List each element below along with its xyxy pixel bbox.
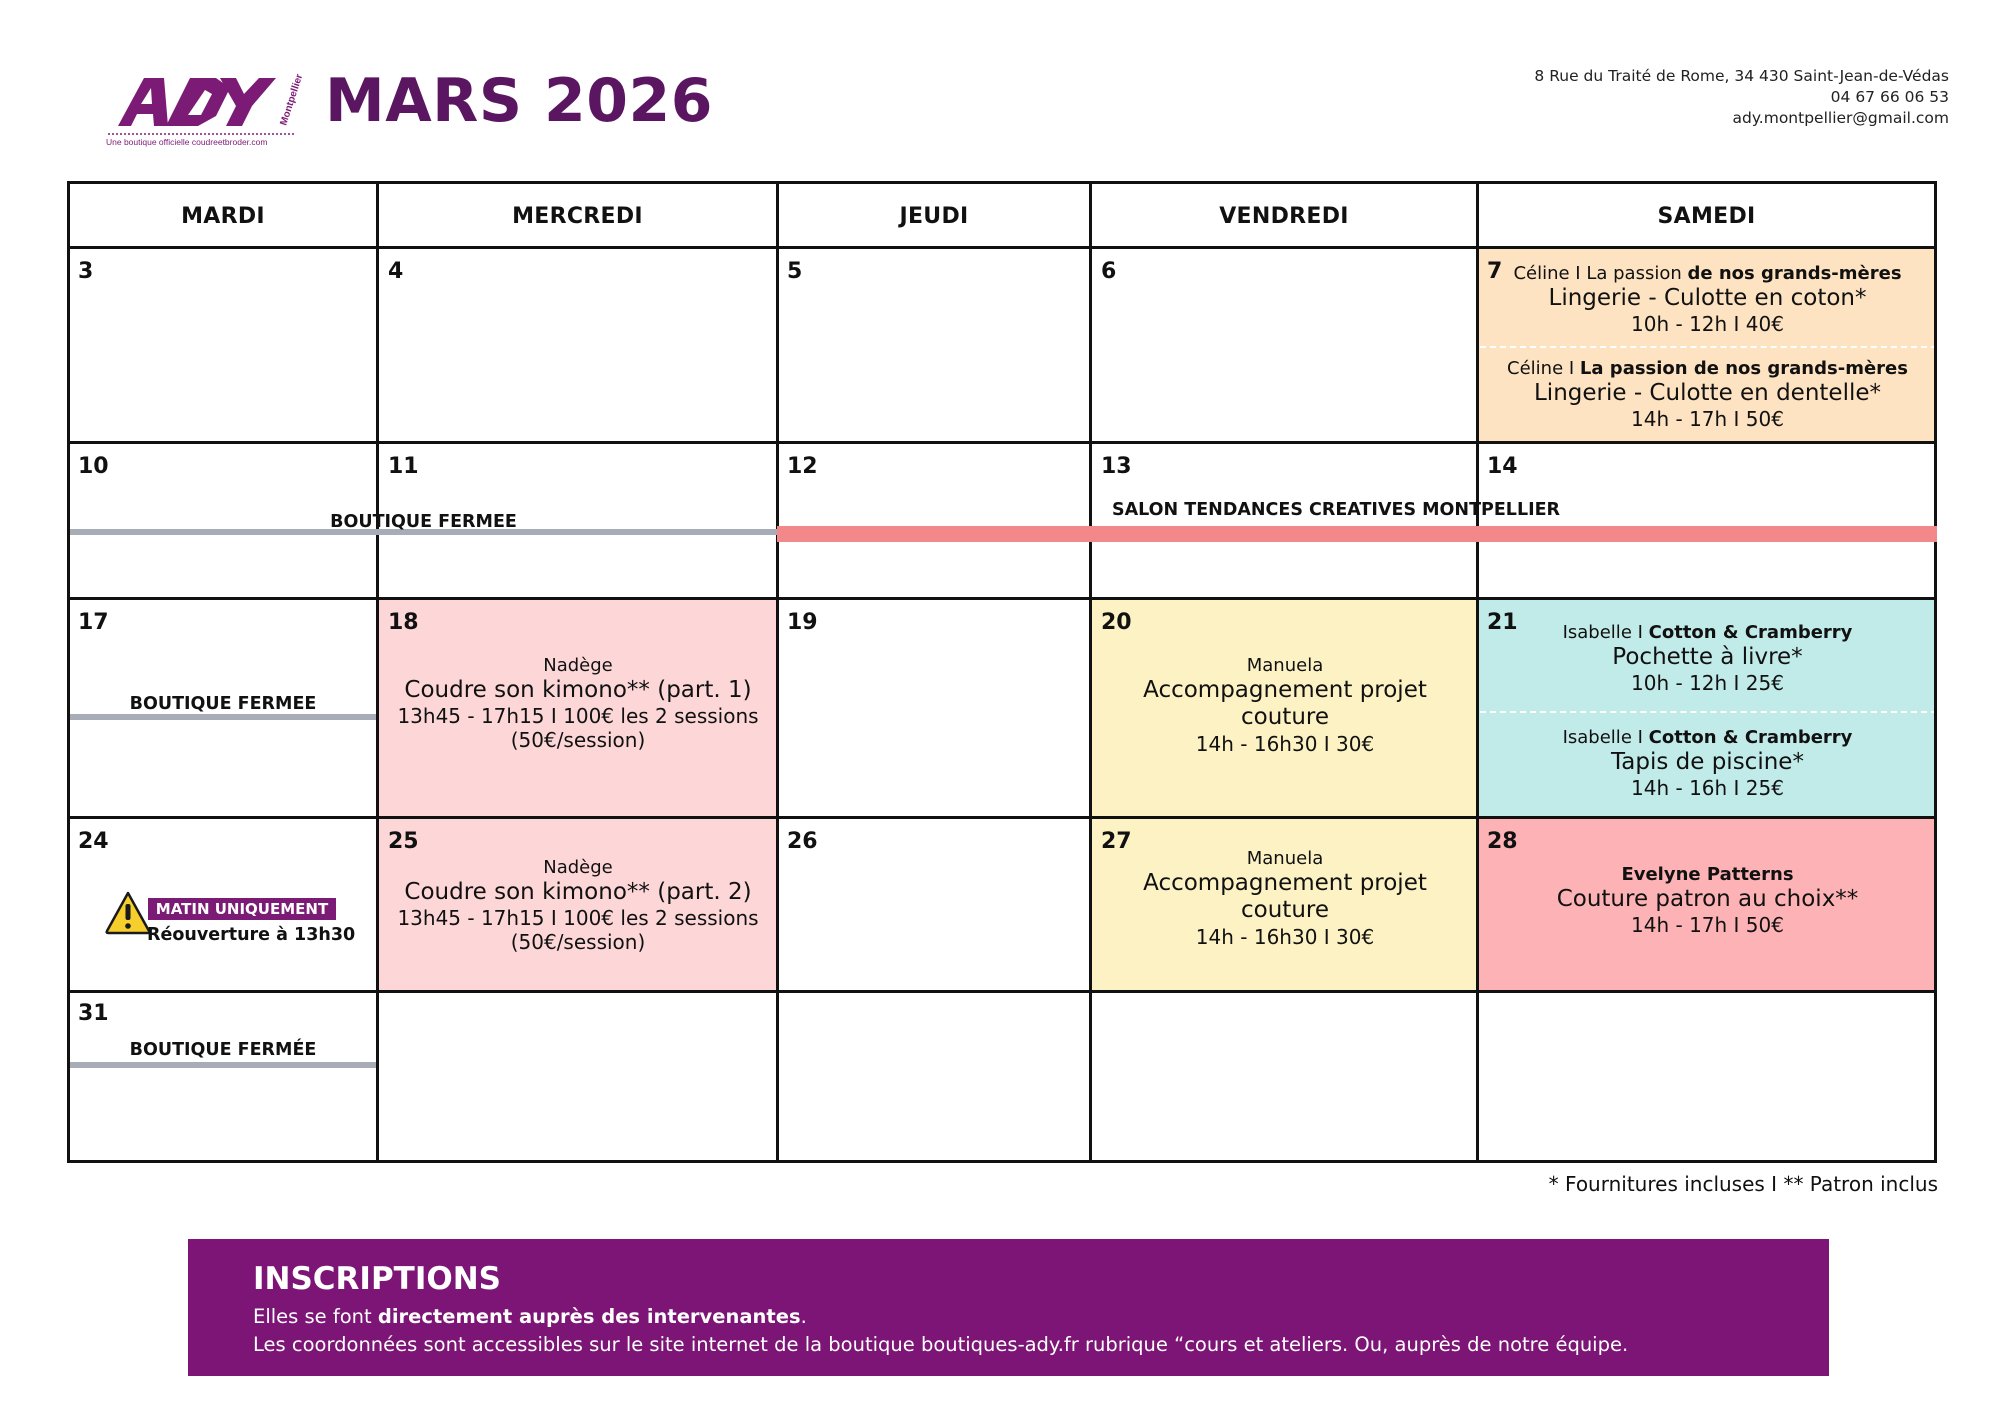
event-time: 14h - 16h30 I 30€ bbox=[1195, 731, 1375, 756]
event-title: Couture patron au choix** bbox=[1556, 885, 1859, 912]
event-title: Accompagnement projet bbox=[1143, 676, 1427, 703]
inscriptions-line-1: Elles se font directement auprès des intervenantes. bbox=[253, 1305, 807, 1328]
day-number: 6 bbox=[1101, 259, 1117, 284]
event-teacher: Evelyne Patterns bbox=[1621, 864, 1794, 885]
event-time: 14h - 17h I 50€ bbox=[1631, 407, 1784, 432]
day-number: 3 bbox=[78, 259, 94, 284]
event-teacher: Céline I La passion de nos grands-mères bbox=[1513, 263, 1902, 284]
day-header-samedi: SAMEDI bbox=[1657, 203, 1756, 229]
reopen-label: Réouverture à 13h30 bbox=[147, 925, 356, 945]
day-number: 20 bbox=[1101, 610, 1132, 635]
grid-line bbox=[67, 181, 70, 1163]
closed-label: BOUTIQUE FERMEE bbox=[330, 512, 517, 532]
contact-block bbox=[1534, 66, 1949, 129]
day-header-mardi: MARDI bbox=[181, 203, 265, 229]
event-teacher: Nadège bbox=[543, 857, 613, 878]
inscriptions-banner bbox=[188, 1239, 1829, 1376]
slot-divider bbox=[1480, 711, 1937, 713]
day-number: 28 bbox=[1487, 829, 1518, 854]
day-header-mercredi: MERCREDI bbox=[512, 203, 643, 229]
day-number: 27 bbox=[1101, 829, 1132, 854]
day-number: 21 bbox=[1487, 610, 1518, 635]
day-number: 5 bbox=[787, 259, 803, 284]
day-header-vendredi: VENDREDI bbox=[1219, 203, 1349, 229]
grid-line bbox=[67, 597, 1937, 600]
event-wed18[interactable] bbox=[383, 655, 773, 752]
inscriptions-title: INSCRIPTIONS bbox=[253, 1261, 501, 1297]
day-number: 11 bbox=[388, 454, 419, 479]
event-fri20[interactable] bbox=[1095, 655, 1475, 756]
event-time: 14h - 16h I 25€ bbox=[1631, 776, 1784, 801]
event-teacher: Céline I La passion de nos grands-mères bbox=[1507, 358, 1908, 379]
event-teacher: Manuela bbox=[1246, 655, 1324, 676]
event-note: (50€/session) bbox=[510, 728, 646, 753]
logo-subtext: Montpellier bbox=[278, 72, 304, 127]
grid-line bbox=[67, 816, 1937, 819]
day-number: 18 bbox=[388, 610, 419, 635]
event-title: Coudre son kimono** (part. 2) bbox=[404, 878, 752, 905]
event-note: (50€/session) bbox=[510, 930, 646, 955]
day-number: 25 bbox=[388, 829, 419, 854]
grid-line bbox=[776, 181, 779, 1163]
day-number: 24 bbox=[78, 829, 109, 854]
event-title: Lingerie - Culotte en dentelle* bbox=[1533, 379, 1881, 406]
day-number: 31 bbox=[78, 1001, 109, 1026]
page-title: MARS 2026 bbox=[325, 66, 713, 136]
event-title: Pochette à livre* bbox=[1612, 643, 1803, 670]
event-teacher: Nadège bbox=[543, 655, 613, 676]
closed-bar bbox=[70, 1062, 376, 1068]
day-number: 7 bbox=[1487, 259, 1503, 284]
day-number: 14 bbox=[1487, 454, 1518, 479]
event-time: 13h45 - 17h15 I 100€ les 2 sessions bbox=[397, 906, 759, 931]
day-number: 19 bbox=[787, 610, 818, 635]
day-number: 13 bbox=[1101, 454, 1132, 479]
slot-divider bbox=[1480, 346, 1937, 348]
contact-email: ady.montpellier@gmail.com bbox=[1732, 109, 1949, 127]
event-sat7-morning[interactable] bbox=[1485, 263, 1930, 336]
salon-label: SALON TENDANCES CREATIVES MONTPELLIER bbox=[1112, 500, 1561, 520]
event-title: couture bbox=[1241, 897, 1329, 924]
grid-line bbox=[67, 1160, 1937, 1163]
closed-label: BOUTIQUE FERMEE bbox=[129, 694, 317, 714]
event-title: Accompagnement projet bbox=[1143, 869, 1427, 896]
event-sat21-morning[interactable] bbox=[1485, 622, 1930, 695]
event-time: 10h - 12h I 25€ bbox=[1631, 671, 1784, 696]
closed-bar bbox=[70, 714, 376, 720]
footnote: * Fournitures incluses I ** Patron inclus bbox=[1548, 1172, 1938, 1196]
event-teacher: Isabelle I Cotton & Cramberry bbox=[1562, 727, 1853, 748]
contact-address: 8 Rue du Traité de Rome, 34 430 Saint-Jean-de-Védas bbox=[1534, 67, 1949, 85]
day-number: 12 bbox=[787, 454, 818, 479]
event-sat28[interactable] bbox=[1485, 864, 1930, 937]
event-fri27[interactable] bbox=[1095, 848, 1475, 949]
day-number: 10 bbox=[78, 454, 109, 479]
event-time: 14h - 17h I 50€ bbox=[1631, 913, 1784, 938]
event-sat7-afternoon[interactable] bbox=[1485, 358, 1930, 431]
ady-logo bbox=[104, 70, 304, 150]
grid-line bbox=[67, 990, 1937, 993]
contact-phone: 04 67 66 06 53 bbox=[1830, 88, 1949, 106]
day-number: 4 bbox=[388, 259, 404, 284]
event-title: couture bbox=[1241, 704, 1329, 731]
salon-bar bbox=[777, 526, 1937, 542]
event-teacher: Manuela bbox=[1246, 848, 1324, 869]
grid-line bbox=[1476, 181, 1479, 1163]
event-time: 10h - 12h I 40€ bbox=[1631, 312, 1784, 337]
day-number: 26 bbox=[787, 829, 818, 854]
event-time: 14h - 16h30 I 30€ bbox=[1195, 924, 1375, 949]
event-sat21-afternoon[interactable] bbox=[1485, 727, 1930, 800]
logo-tagline: Une boutique officielle coudreetbroder.com bbox=[106, 137, 268, 147]
grid-line bbox=[376, 181, 379, 1163]
matin-uniquement-badge: MATIN UNIQUEMENT bbox=[148, 898, 336, 920]
grid-line bbox=[1089, 181, 1092, 1163]
event-title: Tapis de piscine* bbox=[1611, 748, 1804, 775]
event-title: Coudre son kimono** (part. 1) bbox=[404, 676, 752, 703]
event-wed25[interactable] bbox=[383, 857, 773, 954]
warning-icon bbox=[104, 890, 152, 936]
calendar-grid bbox=[67, 181, 1937, 1163]
inscriptions-line-2: Les coordonnées sont accessibles sur le site internet de la boutique boutiques-ady.fr rubrique “cours et ateliers. Ou, auprès de notre équipe. bbox=[253, 1333, 1629, 1356]
event-teacher: Isabelle I Cotton & Cramberry bbox=[1562, 622, 1853, 643]
day-header-jeudi: JEUDI bbox=[899, 203, 969, 229]
closed-label: BOUTIQUE FERMÉE bbox=[129, 1040, 317, 1060]
day-number: 17 bbox=[78, 610, 109, 635]
event-time: 13h45 - 17h15 I 100€ les 2 sessions bbox=[397, 704, 759, 729]
event-title: Lingerie - Culotte en coton* bbox=[1548, 284, 1867, 311]
grid-line bbox=[1934, 181, 1937, 1163]
grid-line bbox=[67, 441, 1937, 444]
